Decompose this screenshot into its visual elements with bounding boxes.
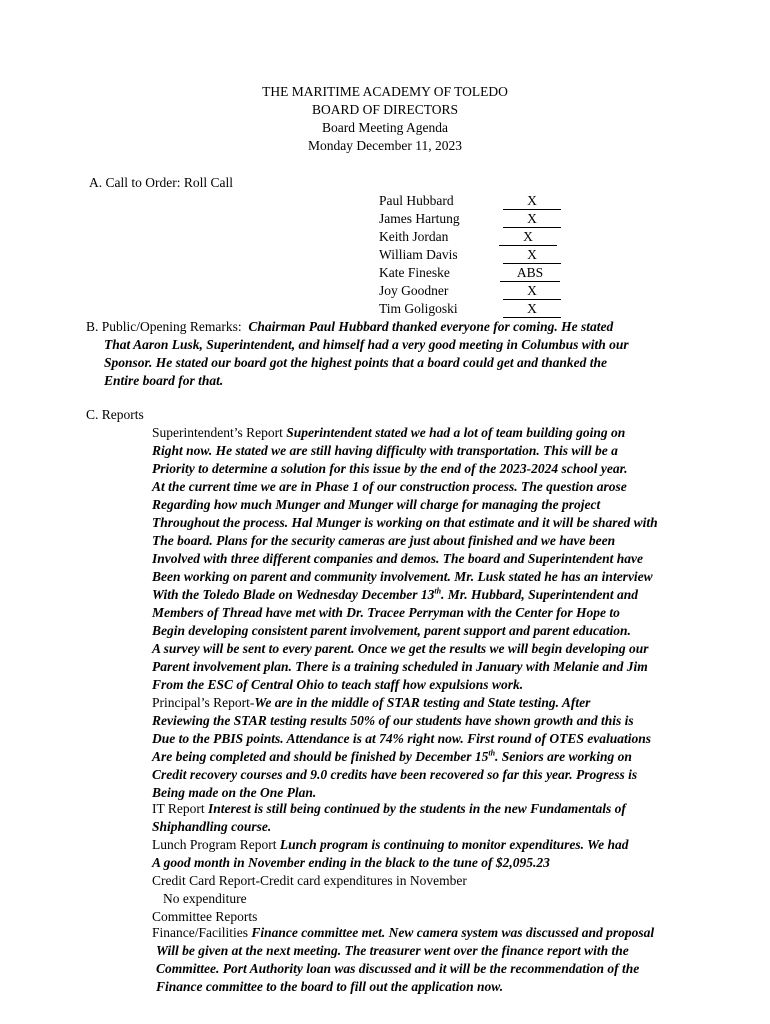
lunch-report-label: Lunch Program Report xyxy=(152,837,277,852)
report-text: Regarding how much Munger and Munger will charge for managing the project xyxy=(152,497,601,512)
report-text: The board. Plans for the security cameras are just about finished and we have been xyxy=(152,533,616,548)
superintendent-report-label: Superintendent’s Report xyxy=(152,425,283,440)
report-text: Interest is still being continued by the students in the new Fundamentals of xyxy=(208,801,626,816)
report-text-part: With the Toledo Blade on Wednesday December 13 xyxy=(152,587,435,602)
document-header xyxy=(0,83,770,155)
finance-report-label: Finance/Facilities xyxy=(152,925,248,940)
roll-call-mark: ABS xyxy=(500,265,560,282)
report-text: At the current time we are in Phase 1 of our construction process. The question arose xyxy=(152,479,627,494)
superintendent-report-line xyxy=(152,424,625,442)
report-text: Reviewing the STAR testing results 50% of our students have shown growth and this is xyxy=(152,713,634,728)
report-text: Begin developing consistent parent involvement, parent support and parent education. xyxy=(152,623,631,638)
report-text: A good month in November ending in the black to the tune of $2,095.23 xyxy=(152,855,550,870)
finance-report-line xyxy=(152,924,654,942)
roll-call-name: Joy Goodner xyxy=(379,283,449,298)
roll-call-name: William Davis xyxy=(379,247,458,262)
it-report-label: IT Report xyxy=(152,801,205,816)
ordinal-suffix: th xyxy=(434,586,442,596)
doc-type: Board Meeting Agenda xyxy=(322,120,448,135)
roll-call-mark: X xyxy=(503,193,561,210)
report-text xyxy=(152,748,632,766)
report-text: Been working on parent and community involvement. Mr. Lusk stated he has an interview xyxy=(152,569,653,584)
ordinal-suffix: th xyxy=(488,748,496,758)
credit-card-detail: No expenditure xyxy=(163,891,247,906)
report-text: Right now. He stated we are still having difficulty with transportation. This will be a xyxy=(152,443,618,458)
principal-report-line xyxy=(152,694,590,712)
section-b-line xyxy=(86,318,613,336)
report-text: Finance committee to the board to fill out the application now. xyxy=(156,979,504,994)
report-text-part: . Seniors are working on xyxy=(495,749,632,764)
roll-call-mark: X xyxy=(503,283,561,300)
roll-call-name: Kate Fineske xyxy=(379,265,450,280)
report-text: Superintendent stated we had a lot of team building going on xyxy=(286,425,626,440)
meeting-date: Monday December 11, 2023 xyxy=(308,138,462,153)
report-text: Throughout the process. Hal Munger is working on that estimate and it will be shared with xyxy=(152,515,658,530)
roll-call-name: Tim Goligoski xyxy=(379,301,458,316)
roll-call-name: James Hartung xyxy=(379,211,460,226)
committee-reports-label: Committee Reports xyxy=(152,909,258,924)
report-text: Lunch program is continuing to monitor expenditures. We had xyxy=(279,837,629,852)
report-text: From the ESC of Central Ohio to teach staff how expulsions work. xyxy=(152,677,524,692)
report-text: Being made on the One Plan. xyxy=(152,785,317,800)
lunch-report-line xyxy=(152,836,629,854)
report-text: Due to the PBIS points. Attendance is at 74% right now. First round of OTES evaluations xyxy=(152,731,651,746)
report-text: Committee. Port Authority loan was discussed and it will be the recommendation of the xyxy=(156,961,640,976)
report-text: Involved with three different companies and demos. The board and Superintendent have xyxy=(152,551,644,566)
roll-call-mark: X xyxy=(503,301,561,318)
it-report-line xyxy=(152,800,626,818)
section-b-text: Sponsor. He stated our board got the highest points that a board could get and thanked the xyxy=(104,355,607,370)
report-text: Members of Thread have met with Dr. Tracee Perryman with the Center for Hope to xyxy=(152,605,620,620)
report-text: Finance committee met. New camera system was discussed and proposal xyxy=(251,925,655,940)
section-b-text: That Aaron Lusk, Superintendent, and himself had a very good meeting in Columbus with our xyxy=(104,337,629,352)
board-name: BOARD OF DIRECTORS xyxy=(311,102,459,117)
report-text: Will be given at the next meeting. The treasurer went over the finance report with the xyxy=(156,943,629,958)
roll-call-mark: X xyxy=(499,229,557,246)
roll-call-mark: X xyxy=(503,247,561,264)
section-c-heading: C. Reports xyxy=(86,407,144,422)
section-b-label: B. Public/Opening Remarks: xyxy=(86,319,242,334)
section-b-text: Entire board for that. xyxy=(104,373,224,388)
roll-call-name: Paul Hubbard xyxy=(379,193,454,208)
report-text: A survey will be sent to every parent. Once we get the results we will begin developing our xyxy=(152,641,649,656)
roll-call-mark: X xyxy=(503,211,561,228)
section-a-heading: A. Call to Order: Roll Call xyxy=(89,175,233,190)
report-text-part: . Mr. Hubbard, Superintendent and xyxy=(441,587,638,602)
report-text: Priority to determine a solution for this issue by the end of the 2023-2024 school year. xyxy=(152,461,628,476)
principal-report-label: Principal’s Report- xyxy=(152,695,255,710)
org-name: THE MARITIME ACADEMY OF TOLEDO xyxy=(262,84,508,99)
credit-card-report-label: Credit Card Report-Credit card expenditures in November xyxy=(152,873,467,888)
report-text xyxy=(152,586,638,604)
report-text: Shiphandling course. xyxy=(152,819,272,834)
section-b-text: Chairman Paul Hubbard thanked everyone for coming. He stated xyxy=(248,319,614,334)
roll-call-name: Keith Jordan xyxy=(379,229,449,244)
report-text: Credit recovery courses and 9.0 credits have been recovered so far this year. Progress is xyxy=(152,767,638,782)
report-text-part: Are being completed and should be finished by December 15 xyxy=(152,749,489,764)
report-text: We are in the middle of STAR testing and State testing. After xyxy=(254,695,591,710)
report-text: Parent involvement plan. There is a training scheduled in January with Melanie and Jim xyxy=(152,659,648,674)
